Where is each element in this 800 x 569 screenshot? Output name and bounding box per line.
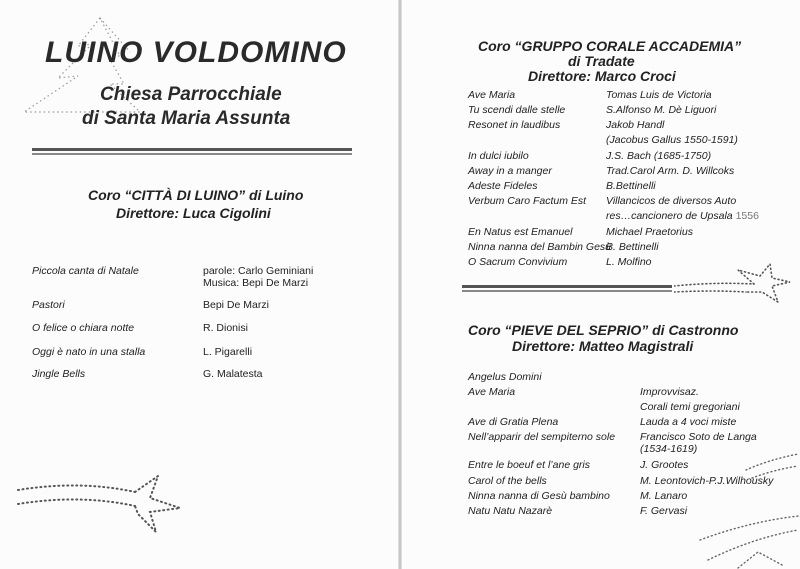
program-title: Natu Natu Nazarè (468, 505, 553, 517)
program-author: Francisco Soto de Langa (640, 431, 757, 443)
program-title: Adeste Fideles (468, 180, 538, 192)
program-author: G. Malatesta (203, 368, 263, 380)
program-author: F. Gervasi (640, 505, 688, 517)
program-title: Pastori (32, 299, 65, 311)
program-title: En Natus est Emanuel (468, 226, 573, 238)
program-title: Ave Maria (468, 386, 516, 398)
program-title: Tu scendi dalle stelle (468, 104, 566, 116)
page-title: LUINO VOLDOMINO (45, 36, 347, 69)
program-title: Piccola canta di Natale (32, 265, 139, 277)
program-author: B. Bettinelli (606, 241, 659, 253)
program-title: Angelus Domini (468, 371, 542, 383)
divider (32, 148, 352, 151)
program-author: R. Dionisi (203, 322, 248, 334)
program-author: Trad.Carol Arm. D. Willcoks (606, 165, 735, 177)
church-name-line-1: Chiesa Parrocchiale (100, 84, 282, 105)
program-title: Carol of the bells (468, 475, 547, 487)
program-author: Michael Praetorius (606, 226, 693, 238)
choir-director: Direttore: Luca Cigolini (116, 205, 271, 221)
program-title: Verbum Caro Factum Est (468, 195, 587, 207)
left-page (0, 0, 398, 569)
divider-thin (32, 153, 352, 155)
dotted-shooting-star-icon (10, 470, 190, 540)
program-title: Ave di Gratia Plena (468, 416, 559, 428)
program-title: O Sacrum Convivium (468, 256, 568, 268)
program-title: O felice o chiara notte (32, 322, 135, 334)
program-title: Jingle Bells (32, 368, 86, 380)
right-page (402, 0, 800, 569)
choir-location: di Tradate (568, 53, 635, 69)
choir-director: Direttore: Marco Croci (528, 68, 676, 84)
divider-thin (462, 290, 672, 292)
program-title: Entre le boeuf et l’ane gris (468, 459, 590, 471)
program-author: S.Alfonso M. Dè Liguori (606, 104, 717, 116)
dotted-star-trail-icon (698, 420, 800, 569)
program-author: Tomas Luis de Victoria (606, 89, 712, 101)
divider (462, 285, 672, 288)
program-author: B.Bettinelli (606, 180, 656, 192)
program-author: Improvvisaz. (640, 386, 699, 398)
program-author: Musica: Bepi De Marzi (203, 277, 309, 289)
program-author (606, 210, 759, 222)
program-author: (1534-1619) (640, 443, 698, 455)
church-name-line-2: di Santa Maria Assunta (82, 108, 291, 129)
choir-name: Coro “GRUPPO CORALE ACCADEMIA” (478, 38, 742, 54)
program-author: parole: Carlo Geminiani (203, 265, 314, 277)
program-title: Ave Maria (468, 89, 516, 101)
program-title: Away in a manger (468, 165, 552, 177)
program-author: Jakob Handl (606, 119, 665, 131)
program-author-text: res…cancionero de Upsala (606, 210, 733, 222)
program-title: In dulci iubilo (468, 150, 529, 162)
choir-name: Coro “CITTÀ DI LUINO” di Luino (88, 187, 304, 203)
program-author: M. Lanaro (640, 490, 688, 502)
program-title: Ninna nanna di Gesù bambino (468, 490, 610, 502)
choir-director: Direttore: Matteo Magistrali (512, 338, 694, 354)
dotted-shooting-star-icon (674, 262, 794, 312)
program-author: J. Grootes (640, 459, 689, 471)
program-author: (Jacobus Gallus 1550-1591) (606, 134, 738, 146)
program-author: L. Molfino (606, 256, 652, 268)
program-author: M. Leontovich-P.J.Wilhousky (640, 475, 774, 487)
program-title: Ninna nanna del Bambin Gesù (468, 241, 612, 253)
program-author: L. Pigarelli (203, 346, 253, 358)
program-author: Lauda a 4 voci miste (640, 416, 737, 428)
program-title: Oggi è nato in una stalla (32, 346, 146, 358)
program-title: Nell’apparir del sempiterno sole (468, 431, 616, 443)
program-author: Corali temi gregoriani (640, 401, 740, 413)
program-title: Resonet in laudibus (468, 119, 561, 131)
program-author: J.S. Bach (1685-1750) (606, 150, 712, 162)
program-author: Villancicos de diversos Auto (606, 195, 737, 207)
program-author: Bepi De Marzi (203, 299, 269, 311)
program-author-year: 1556 (735, 210, 759, 222)
choir-name: Coro “PIEVE DEL SEPRIO” di Castronno (468, 322, 739, 338)
